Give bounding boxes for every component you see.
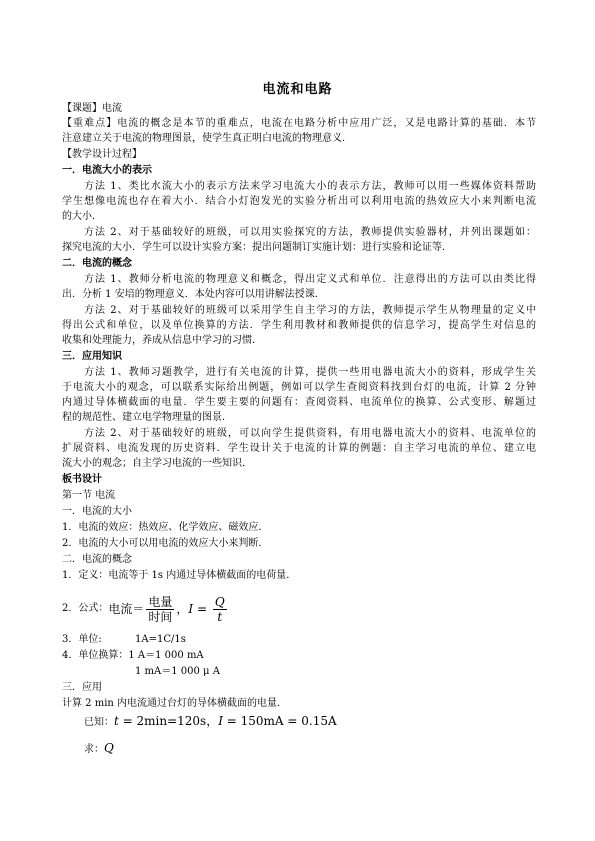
- find-prefix: 求：: [84, 744, 104, 755]
- section-heading-1: 一．电流大小的表示: [62, 165, 152, 176]
- key-points-line: 【重难点】电流的概念是本节的重难点，电流在电路分析中应用广泛，又是电路计算的基础．本节: [62, 118, 536, 129]
- section-heading-3: 三．应用知识: [62, 351, 122, 362]
- word-fraction: [146, 595, 174, 624]
- board-design-heading: 板书设计: [62, 474, 102, 485]
- find-line: [84, 741, 114, 757]
- formula-equals: =: [193, 602, 211, 616]
- unit-line: [62, 633, 186, 647]
- paragraph-line: 扩展资料、电流发现的历史资料．学生设计关于电流的计算的例题：自主学习电流的单位、建立电: [62, 443, 536, 454]
- given-var-i: I: [218, 714, 223, 728]
- paragraph-line: 出．分析 1 安培的物理意义．本处内容可以用讲解法授课．: [62, 289, 325, 300]
- paragraph-line: 得出公式和单位，以及单位换算的方法．学生利用教材和教师提供的信息学习，提高学生对信息的: [62, 320, 536, 331]
- given-prefix: 已知：: [84, 717, 114, 728]
- paragraph-line: 的大小．: [62, 211, 102, 222]
- formula-var-i: I: [188, 602, 194, 616]
- conversion-label: 4．单位换算：: [62, 650, 129, 661]
- formula-lhs: 电流＝: [108, 602, 145, 616]
- section-heading-2: 二．电流的概念: [62, 258, 132, 269]
- given-t-value: = 2min=120s，: [118, 714, 219, 728]
- symbol-fraction: [213, 595, 227, 624]
- topic-line: 【课题】电流: [62, 103, 122, 114]
- board-line: 计算 2 min 内电流通过台灯的导体横截面的电量．: [62, 698, 288, 709]
- paragraph-line: 方法 1、类比水流大小的表示方法来学习电流大小的表示方法，教师可以用一些媒体资料帮助: [84, 181, 536, 192]
- design-process-heading: 【教学设计过程】: [62, 149, 142, 160]
- board-line: 一．电流的大小: [62, 506, 132, 517]
- conversion-line-2: 1 mA＝1 000 μ A: [135, 666, 220, 677]
- fraction-denominator: t: [217, 609, 223, 624]
- unit-value: 1A=1C/1s: [135, 634, 186, 645]
- paragraph-line: 方法 2、对于基础较好的班级，可以用实验探究的方法，教师提供实验器材，并列出课题如：: [84, 227, 536, 238]
- paragraph-line: 方法 1、教师习题教学，进行有关电流的计算，提供一些用电器电流大小的资料，形成学生关: [84, 367, 536, 378]
- paragraph-line: 程的规范性、建立电学物理量的图景．: [62, 412, 232, 423]
- page-title: 电流和电路: [262, 82, 333, 97]
- paragraph-line: 探究电流的大小．学生可以设计实验方案：提出问题制订实施计划：进行实验和论证等．: [62, 242, 452, 253]
- board-line: 三．应用: [62, 682, 102, 693]
- formula-prefix: 2．公式：: [62, 603, 109, 614]
- fraction-denominator: 时间: [148, 609, 173, 624]
- paragraph-line: 方法 1、教师分析电流的物理意义和概念，得出定义式和单位．注意得出的方法可以由类比得: [84, 274, 536, 285]
- paragraph-line: 方法 2、对于基础较好的班级可以采用学生自主学习的方法，教师提示学生从物理量的定义中: [84, 305, 536, 316]
- given-var-t: t: [114, 714, 119, 728]
- formula-separator: ，: [176, 602, 189, 616]
- unit-label: 3．单位:: [62, 634, 102, 645]
- given-line: [84, 714, 337, 730]
- paragraph-line: 流大小的观念；自主学习电流的一些知识．: [62, 458, 252, 469]
- conversion-line: [62, 649, 204, 663]
- key-points-line-2: 注意建立关于电流的物理图景，使学生真正明白电流的物理意义．: [62, 133, 352, 144]
- board-line: 第一节 电流: [62, 490, 116, 501]
- fraction-numerator: Q: [214, 594, 225, 609]
- paragraph-line: 内通过导体横截面的电量．学生要主要的问题有：查阅资料、电流单位的换算、公式变形、解题过: [62, 397, 536, 408]
- given-i-value: = 150mA = 0.15A: [222, 714, 337, 728]
- board-line: 2．电流的大小可以用电流的效应大小来判断．: [62, 538, 269, 549]
- conversion-value: 1 A＝1 000 mA: [128, 650, 204, 661]
- paragraph-line: 于电流大小的观念，可以联系实际给出例题，例如可以学生查阅资料找到台灯的电流，计算 2 分钟: [62, 382, 536, 393]
- formula-line: [62, 594, 229, 624]
- board-line: 1．电流的效应：热效应、化学效应、磁效应．: [62, 522, 269, 533]
- fraction-numerator: 电量: [148, 594, 173, 609]
- paragraph-line: 收集和处理能力，养成从信息中学习的习惯．: [62, 335, 262, 346]
- paragraph-line: 方法 2、对于基础较好的班级，可以向学生提供资料，有用电器电流大小的资料、电流单位的: [84, 428, 536, 439]
- board-line: 二．电流的概念: [62, 554, 132, 565]
- find-var-q: Q: [104, 741, 114, 755]
- board-line: 1．定义：电流等于 1s 内通过导体横截面的电荷量．: [62, 570, 297, 581]
- paragraph-line: 学生想像电流也存在着大小．结合小灯泡发光的实验分析出可以利用电流的热效应大小来判断电流: [62, 196, 536, 207]
